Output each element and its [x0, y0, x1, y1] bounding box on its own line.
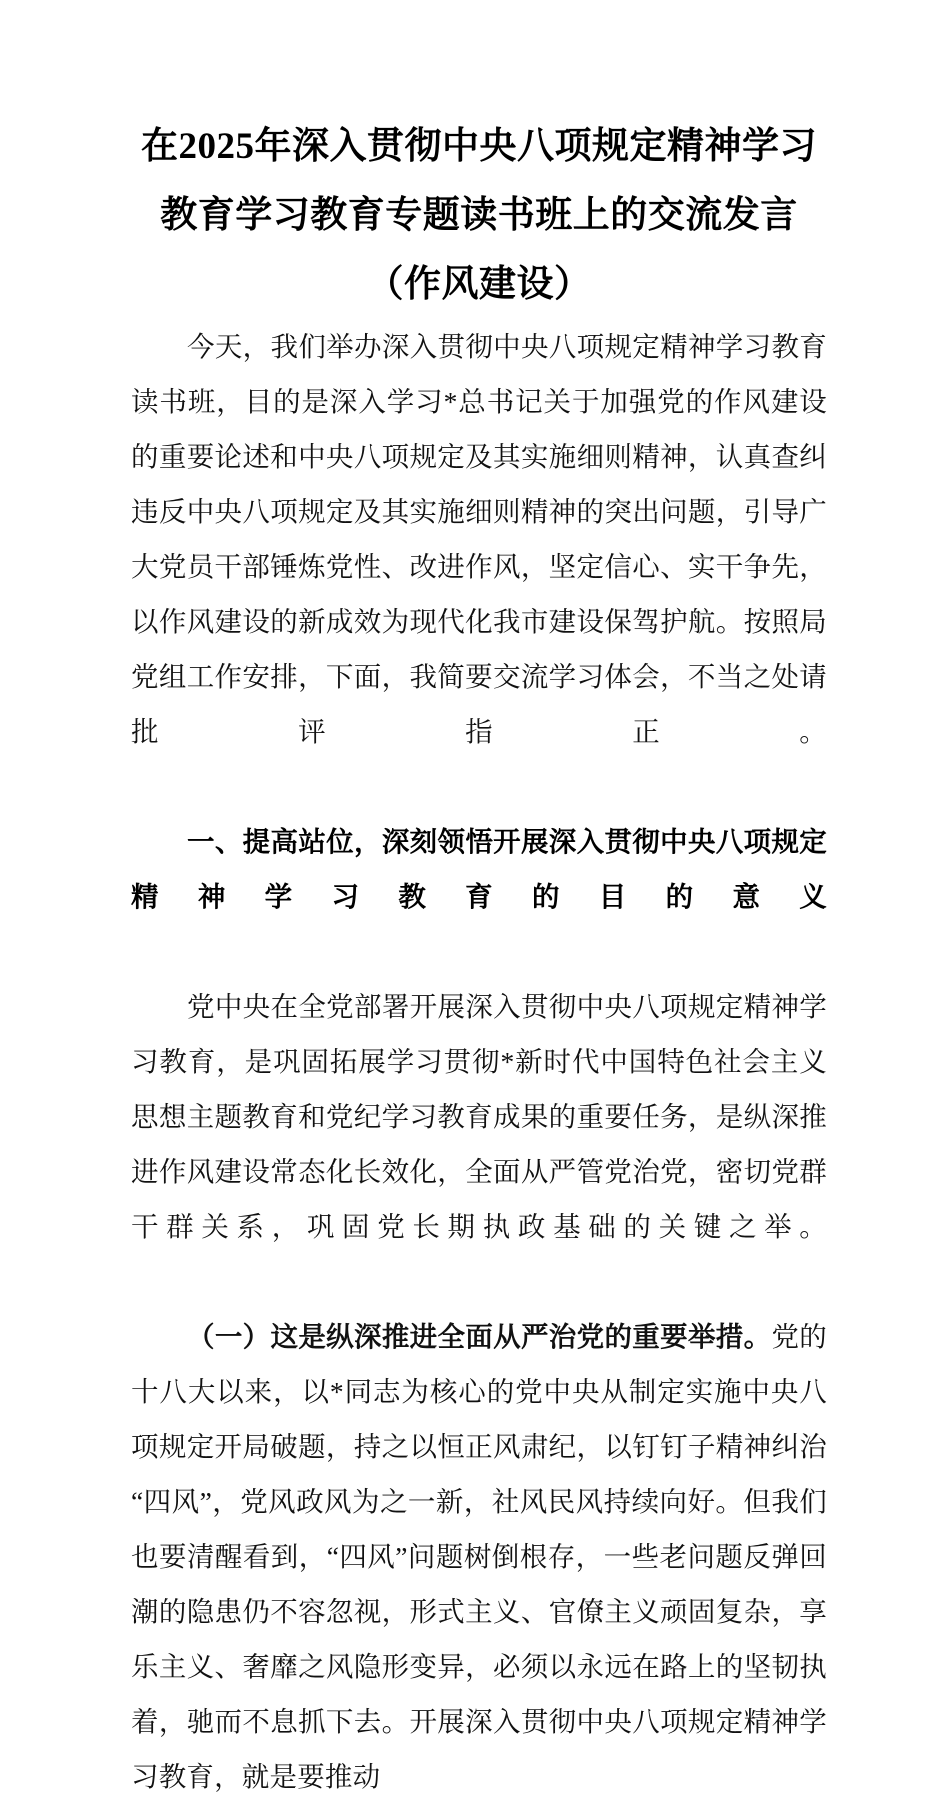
section-heading-1: 一、提高站位，深刻领悟开展深入贯彻中央八项规定精神学习教育的目的意义 — [131, 826, 827, 912]
document-content-column — [131, 0, 827, 1804]
page-title: 在2025年深入贯彻中央八项规定精神学习教育学习教育专题读书班上的交流发言（作风建设） — [141, 126, 817, 305]
section-1-item-1-body: 党的十八大以来，以*同志为核心的党中央从制定实施中央八项规定开局破题，持之以恒正风肃纪，以钉钉子精神纠治“四风”，党风政风为之一新，社风民风持续向好。但我们也要清醒看到，“四风”问题树倒根存，一些老问题反弹回潮的隐患仍不容忽视，形式主义、官僚主义顽固复杂，享乐主义、奢靡之风隐形变异，必须以永远在路上的坚韧执着，驰而不息抓下去。开展深入贯彻中央八项规定精神学习教育，就是要推动 — [131, 1321, 828, 1792]
section-1-item-1-lead: （一）这是纵深推进全面从严治党的重要举措。 — [187, 1321, 772, 1352]
intro-paragraph: 今天，我们举办深入贯彻中央八项规定精神学习教育读书班，目的是深入学习*总书记关于加强党的作风建设的重要论述和中央八项规定及其实施细则精神，认真查纠违反中央八项规定及其实施细则精神的突出问题，引导广大党员干部锤炼党性、改进作风，坚定信心、实干争先，以作风建设的新成效为现代化我市建设保驾护航。按照局党组工作安排，下面，我简要交流学习体会，不当之处请批评指正。 — [131, 331, 827, 747]
section-1-paragraph-1: 党中央在全党部署开展深入贯彻中央八项规定精神学习教育，是巩固拓展学习贯彻*新时代中国特色社会主义思想主题教育和党纪学习教育成果的重要任务，是纵深推进作风建设常态化长效化，全面从严管党治党，密切党群干群关系，巩固党长期执政基础的关键之举。 — [131, 991, 827, 1242]
section-1-item-1 — [131, 1309, 827, 1804]
